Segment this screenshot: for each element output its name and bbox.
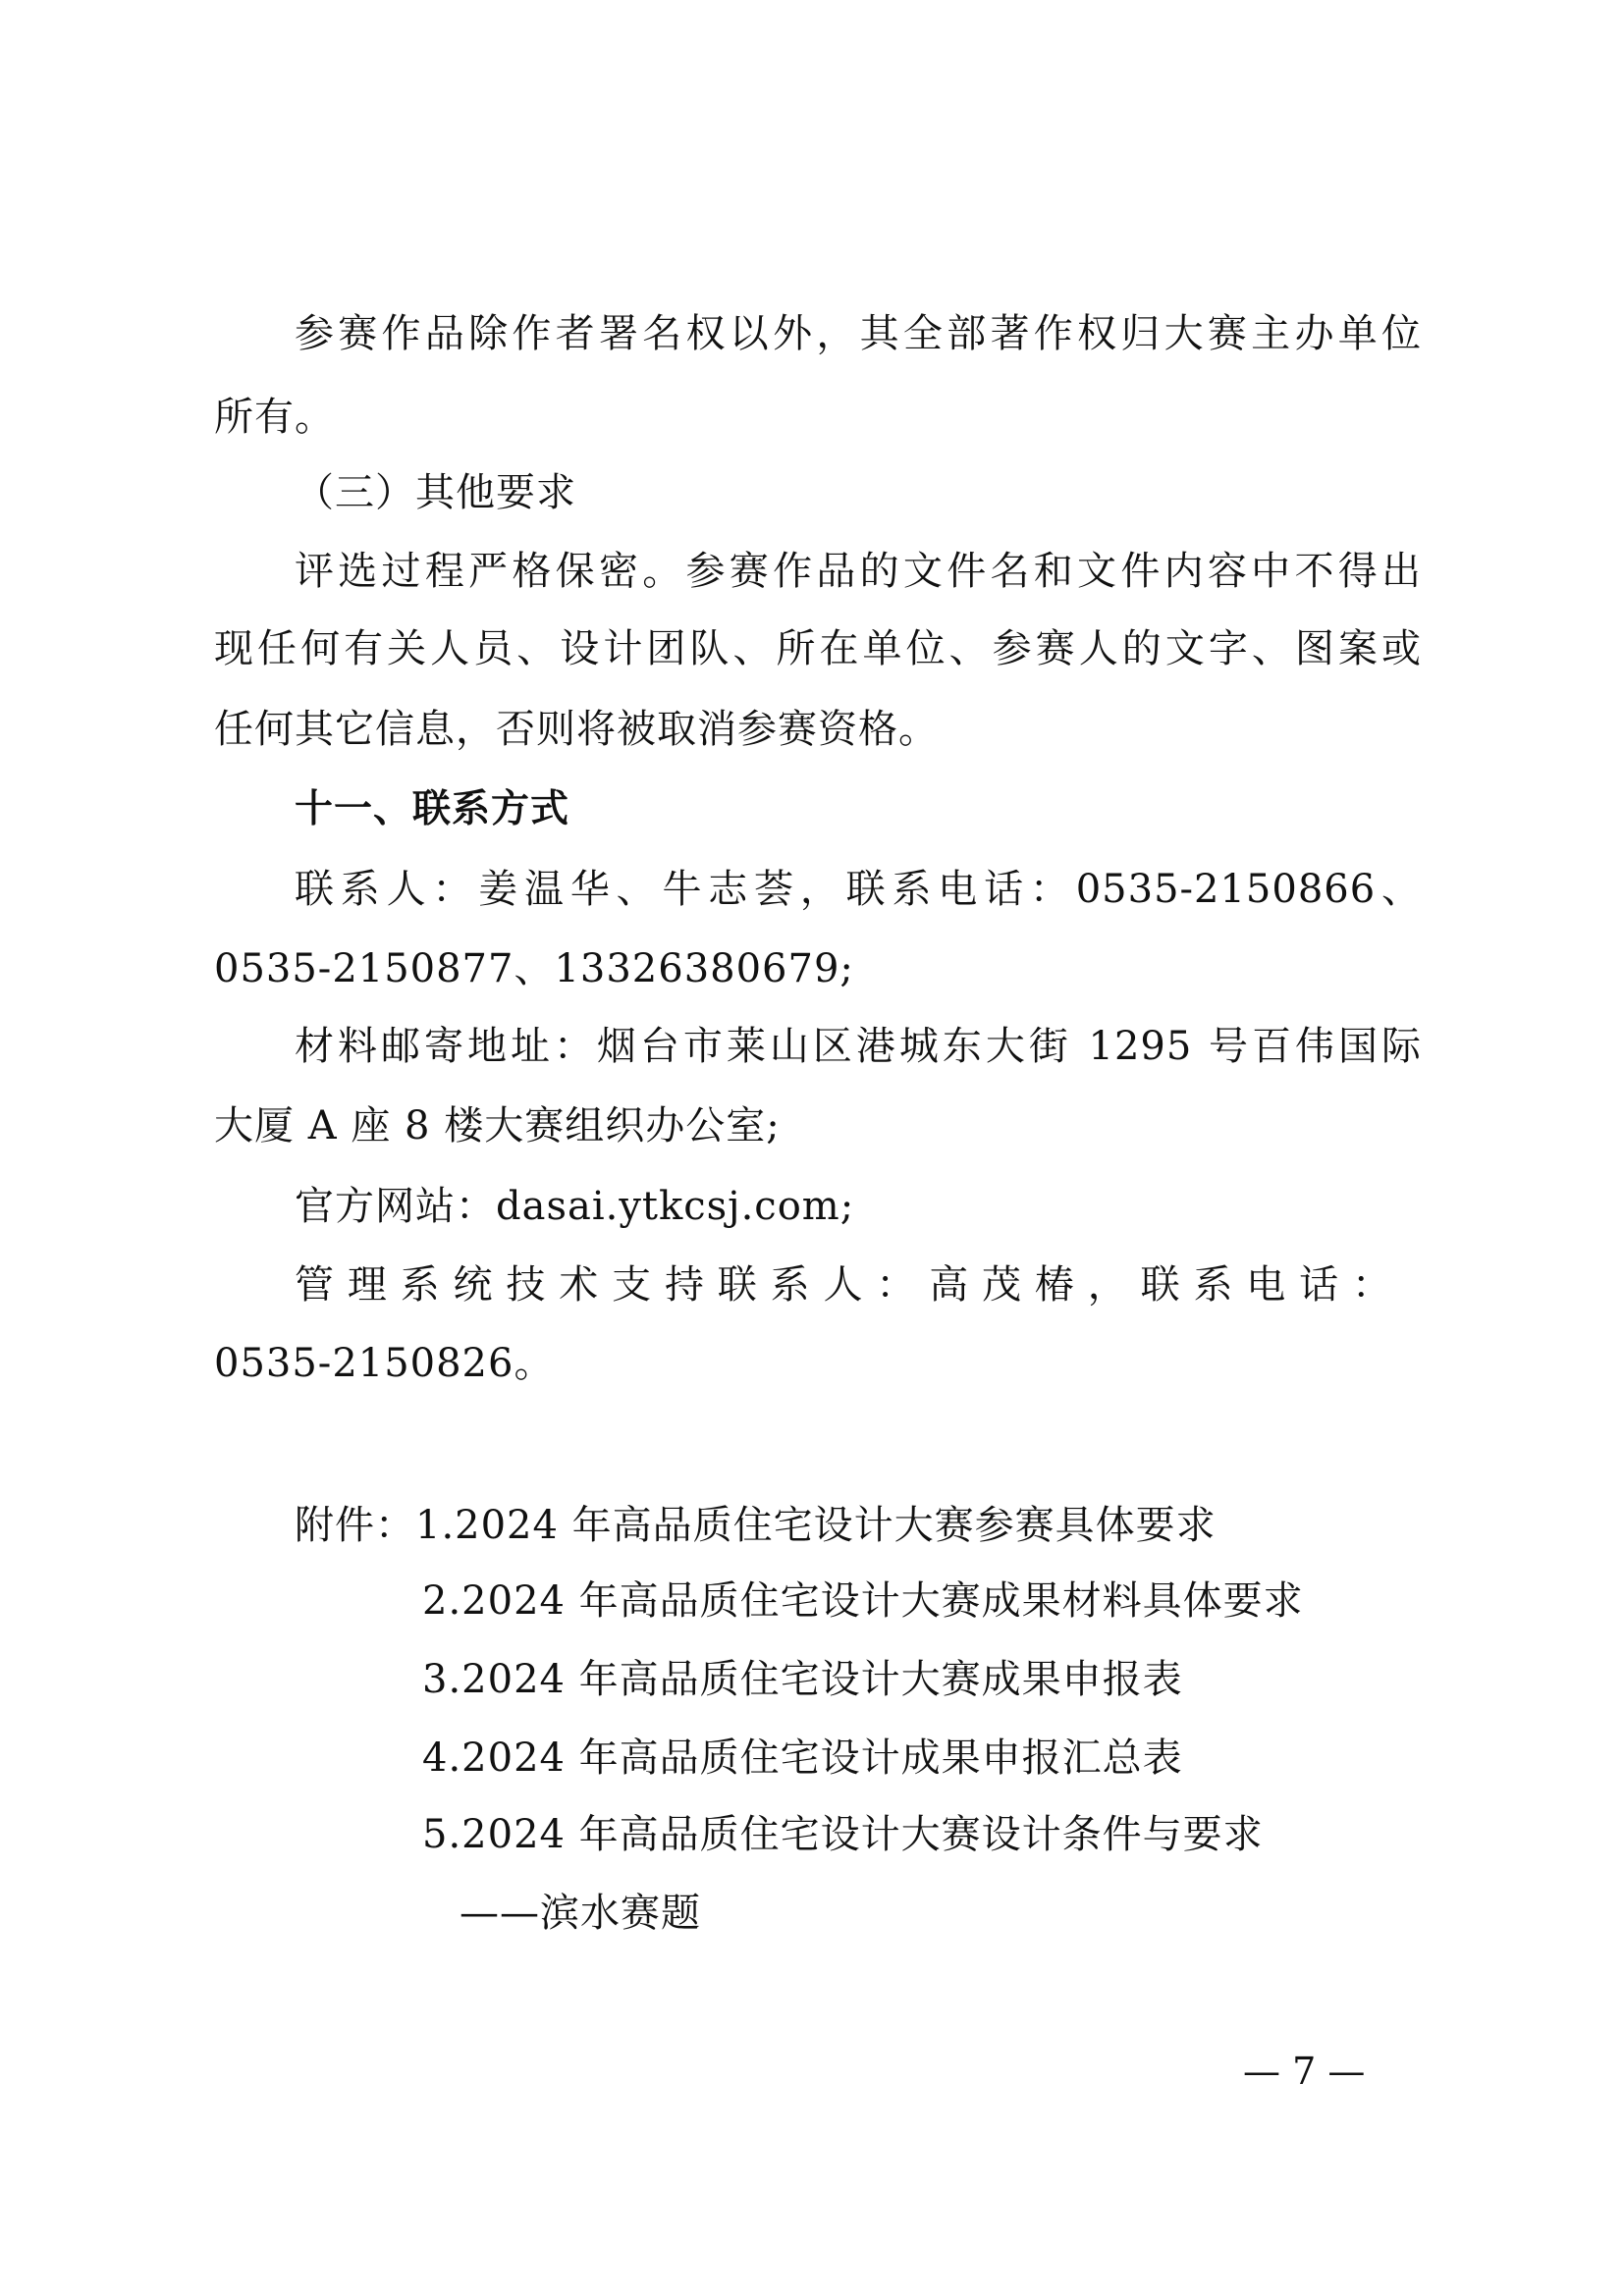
tech-support-line-2: 0535-2150826。 — [214, 1341, 555, 1386]
attachment-item-5-subtitle: ——滨水赛题 — [460, 1891, 701, 1936]
official-website-line: 官方网站：dasai.ytkcsj.com; — [295, 1184, 855, 1229]
section-heading-other-requirements: （三）其他要求 — [295, 470, 576, 515]
paragraph-copyright-line-2: 所有。 — [214, 395, 335, 440]
paragraph-copyright-line-1: 参赛作品除作者署名权以外，其全部著作权归大赛主办单位 — [295, 311, 1422, 356]
attachment-item-3: 3.2024 年高品质住宅设计大赛成果申报表 — [422, 1657, 1183, 1702]
contact-persons-line-1: 联系人：姜温华、牛志荟，联系电话：0535-2150866、 — [295, 867, 1422, 912]
attachment-item-1: 附件：1.2024 年高品质住宅设计大赛参赛具体要求 — [295, 1503, 1217, 1548]
section-heading-contact: 十一、联系方式 — [295, 787, 570, 831]
page-number: — 7 — — [1243, 2050, 1366, 2093]
tech-support-line-1: 管理系统技术支持联系人：高茂椿，联系电话： — [295, 1262, 1392, 1308]
attachment-item-2: 2.2024 年高品质住宅设计大赛成果材料具体要求 — [422, 1578, 1304, 1624]
paragraph-confidentiality-line-2: 现任何有关人员、设计团队、所在单位、参赛人的文字、图案或 — [214, 626, 1422, 671]
mailing-address-line-2: 大厦 A 座 8 楼大赛组织办公室; — [214, 1103, 781, 1148]
contact-persons-line-2: 0535-2150877、13326380679; — [214, 946, 854, 991]
attachment-item-5: 5.2024 年高品质住宅设计大赛设计条件与要求 — [422, 1812, 1264, 1857]
mailing-address-line-1: 材料邮寄地址：烟台市莱山区港城东大街 1295 号百伟国际 — [295, 1024, 1422, 1069]
paragraph-confidentiality-line-3: 任何其它信息，否则将被取消参赛资格。 — [214, 707, 939, 752]
paragraph-confidentiality-line-1: 评选过程严格保密。参赛作品的文件名和文件内容中不得出 — [295, 549, 1422, 594]
attachment-item-4: 4.2024 年高品质住宅设计成果申报汇总表 — [422, 1735, 1183, 1781]
